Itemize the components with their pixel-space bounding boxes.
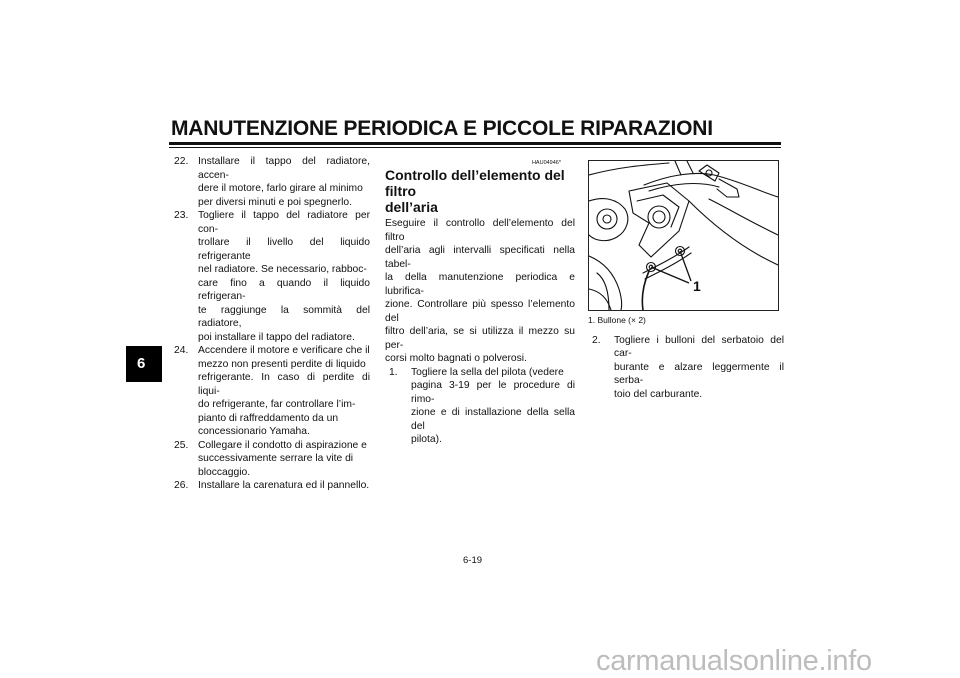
item-line: trollare il livello del liquido refrigerante xyxy=(198,237,370,262)
heading-line: Controllo dell’elemento del filtro xyxy=(385,167,565,199)
item-number: 26. xyxy=(174,480,189,491)
item-line: per diversi minuti e poi spegnerlo. xyxy=(198,196,352,208)
para-line: corsi molto bagnati o polverosi. xyxy=(385,353,527,364)
item-line: Togliere il tappo del radiatore per con- xyxy=(198,210,370,235)
item-line: Accendere il motore e verificare che il xyxy=(198,345,370,356)
para-line: Eseguire il controllo dell’elemento del filtro xyxy=(385,218,575,243)
item-number: 23. xyxy=(174,210,189,221)
item-line: successivamente serrare la vite di xyxy=(198,453,354,464)
column-left xyxy=(174,155,370,493)
list-item-25 xyxy=(174,439,370,480)
para-line: filtro dell’aria, se si utilizza il mezzo su per- xyxy=(385,326,575,351)
item-line: dere il motore, farlo girare al minimo xyxy=(198,183,363,194)
step-line: pilota). xyxy=(411,434,442,445)
step-line: burante e alzare leggermente il serba- xyxy=(614,361,784,386)
page-number: 6-19 xyxy=(463,555,483,566)
list-item-26 xyxy=(174,479,370,493)
item-line: pianto di raffreddamento da un xyxy=(198,412,339,424)
fuel-tank-bolt-illustration xyxy=(588,160,779,311)
item-number: 24. xyxy=(174,345,189,356)
item-line: Installare la carenatura ed il pannello. xyxy=(198,480,370,491)
para-line: la della manutenzione periodica e lubrifica- xyxy=(385,272,575,297)
item-line: care fino a quando il liquido refrigeran- xyxy=(198,277,370,302)
step-line: pagina 3-19 per le procedure di rimo- xyxy=(411,380,575,405)
column-middle xyxy=(385,160,575,447)
item-line: nel radiatore. Se necessario, rabboc- xyxy=(198,264,367,275)
step-2 xyxy=(592,334,784,402)
para-line: zione. Controllare più spesso l’elemento del xyxy=(385,299,575,324)
step-line: zione e di installazione della sella del xyxy=(411,407,575,432)
header-rule-thick xyxy=(169,142,781,145)
section-paragraph xyxy=(385,217,575,366)
step-1 xyxy=(389,366,575,447)
chapter-number: 6 xyxy=(137,355,146,372)
item-number: 22. xyxy=(174,156,189,167)
column-right xyxy=(588,160,784,401)
step-line: toio del carburante. xyxy=(614,388,703,400)
item-line: Collegare il condotto di aspirazione e xyxy=(198,439,367,451)
section-heading xyxy=(385,167,575,215)
list-item-23 xyxy=(174,209,370,344)
item-line: refrigerante. In caso di perdite di liqui- xyxy=(198,372,370,397)
list-item-24 xyxy=(174,344,370,439)
step-line: Togliere i bulloni del serbatoio del car- xyxy=(614,334,784,359)
callout-1: 1 xyxy=(693,278,701,294)
item-number: 25. xyxy=(174,439,189,451)
figure-caption: 1. Bullone (× 2) xyxy=(588,315,646,325)
illustration-drawing xyxy=(589,161,778,310)
item-line: mezzo non presenti perdite di liquido xyxy=(198,358,366,370)
step-number: 2. xyxy=(592,334,601,346)
item-line: bloccaggio. xyxy=(198,466,251,478)
step-line: Togliere la sella del pilota (vedere xyxy=(411,366,564,378)
step-number: 1. xyxy=(389,366,398,378)
item-line: do refrigerante, far controllare l’im- xyxy=(198,399,356,410)
watermark-text: carmanualsonline.info xyxy=(596,645,872,677)
page-title: MANUTENZIONE PERIODICA E PICCOLE RIPARAZIONI xyxy=(171,117,713,140)
item-line: Installare il tappo del radiatore, accen- xyxy=(198,156,370,181)
section-code: HAU04946* xyxy=(531,160,561,166)
item-line: concessionario Yamaha. xyxy=(198,426,310,437)
list-item-22 xyxy=(174,155,370,209)
item-line: te raggiunge la sommità del radiatore, xyxy=(198,304,370,329)
item-line: poi installare il tappo del radiatore. xyxy=(198,331,355,343)
chapter-tab xyxy=(126,346,162,382)
para-line: dell’aria agli intervalli specificati nella tabel- xyxy=(385,245,575,270)
heading-line: dell’aria xyxy=(385,199,438,215)
header-rule-thin xyxy=(169,147,781,148)
